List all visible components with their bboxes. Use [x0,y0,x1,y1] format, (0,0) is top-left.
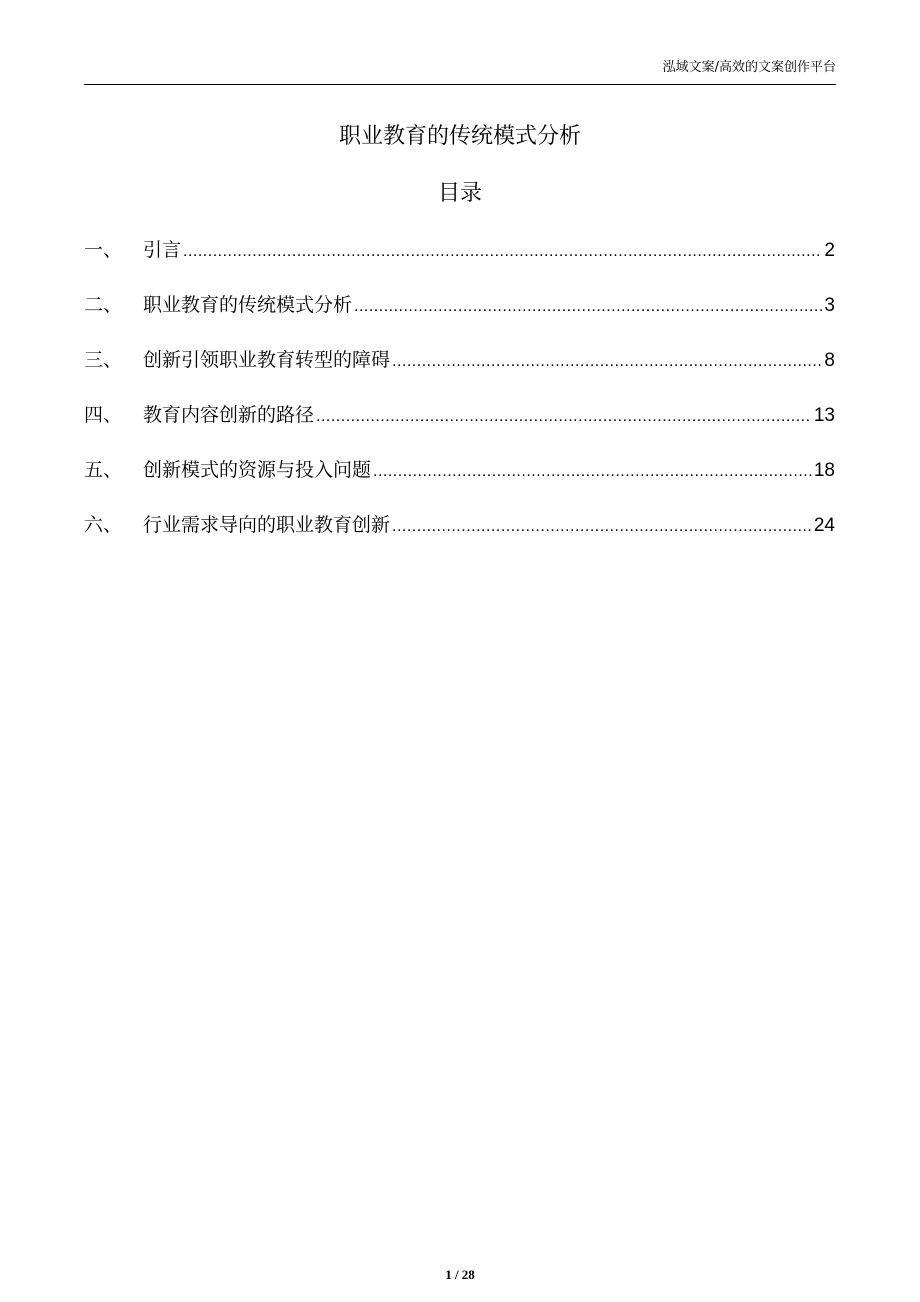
toc-entry-page: 2 [824,240,835,261]
toc-entry-6[interactable] [84,510,835,565]
toc-dot-leader [373,457,812,487]
page-number-indicator: 1 / 28 [445,1267,475,1282]
toc-dot-leader [183,237,822,267]
toc-entry-number: 五、 [84,459,123,481]
toc-entry-1[interactable] [84,235,835,290]
toc-entry-label: 行业需求导向的职业教育创新 [143,514,391,536]
toc-entry-page: 24 [813,515,835,536]
toc-entry-label: 创新引领职业教育转型的障碍 [143,349,391,371]
toc-dot-leader [392,512,812,542]
toc-entry-label: 引言 [143,239,182,261]
document-title: 职业教育的传统模式分析 [338,124,581,149]
page-header-text: 泓域文案/高效的文案创作平台 [662,60,836,75]
toc-entry-number: 一、 [84,239,123,261]
toc-entry-number: 三、 [84,349,123,371]
toc-entry-page: 3 [824,295,835,316]
table-of-contents [84,235,835,565]
toc-entry-page: 18 [813,460,835,481]
toc-entry-4[interactable] [84,400,835,455]
toc-entry-number: 六、 [84,514,123,536]
toc-dot-leader [316,402,812,432]
toc-dot-leader [392,347,822,377]
toc-entry-page: 8 [824,350,835,371]
header-divider [84,84,836,85]
toc-entry-page: 13 [813,405,835,426]
toc-entry-3[interactable] [84,345,835,400]
toc-entry-number: 二、 [84,294,123,316]
toc-entry-number: 四、 [84,404,123,426]
toc-heading: 目录 [437,181,482,206]
toc-dot-leader [354,292,822,322]
toc-entry-2[interactable] [84,290,835,345]
toc-entry-5[interactable] [84,455,835,510]
toc-entry-label: 教育内容创新的路径 [143,404,315,426]
toc-entry-label: 职业教育的传统模式分析 [143,294,353,316]
toc-entry-label: 创新模式的资源与投入问题 [143,459,372,481]
